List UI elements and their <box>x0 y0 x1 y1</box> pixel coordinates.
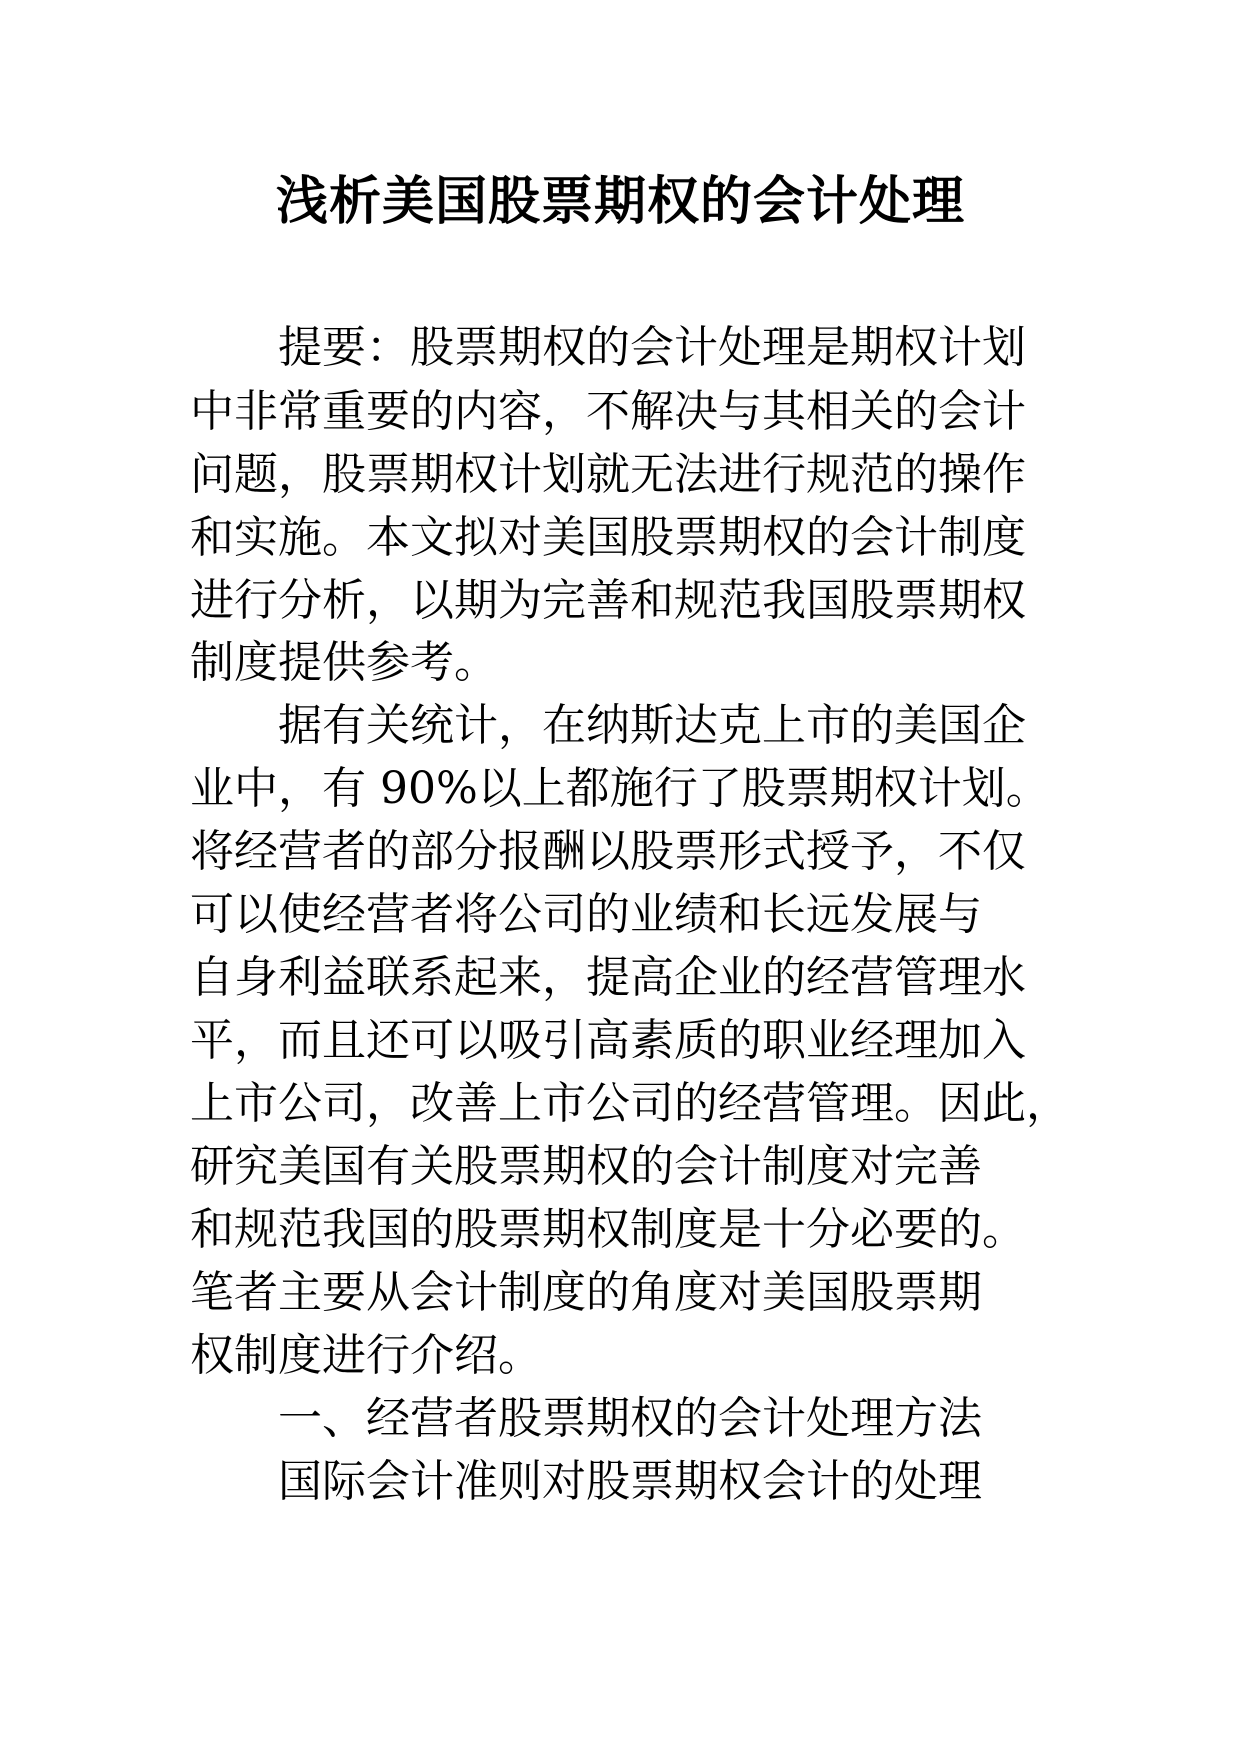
paragraph-line: 自身利益联系起来，提高企业的经营管理水 <box>190 952 1026 1003</box>
paragraph-line: 可以使经营者将公司的业绩和长远发展与 <box>190 889 982 940</box>
paragraph-line: 业中，有 90%以上都施行了股票期权计划。 <box>190 763 1050 814</box>
paragraph-line: 和规范我国的股票期权制度是十分必要的。 <box>190 1204 1026 1255</box>
paragraph-line: 制度提供参考。 <box>190 637 498 688</box>
paragraph-line: 提要：股票期权的会计处理是期权计划 <box>278 322 1026 373</box>
paragraph-line: 研究美国有关股票期权的会计制度对完善 <box>190 1141 982 1192</box>
paragraph-line: 平，而且还可以吸引高素质的职业经理加入 <box>190 1015 1026 1066</box>
document-title: 浅析美国股票期权的会计处理 <box>275 171 965 232</box>
paragraph-line: 权制度进行介绍。 <box>190 1330 542 1381</box>
paragraph-line: 国际会计准则对股票期权会计的处理 <box>278 1456 982 1507</box>
paragraph-line: 据有关统计，在纳斯达克上市的美国企 <box>278 700 1026 751</box>
paragraph-line: 问题，股票期权计划就无法进行规范的操作 <box>190 449 1026 500</box>
section-heading: 一、经营者股票期权的会计处理方法 <box>278 1393 982 1444</box>
paragraph-line: 将经营者的部分报酬以股票形式授予，不仅 <box>190 826 1026 877</box>
paragraph-line: 上市公司，改善上市公司的经营管理。因此， <box>190 1078 1070 1129</box>
paragraph-line: 进行分析，以期为完善和规范我国股票期权 <box>190 575 1026 626</box>
paragraph-line: 笔者主要从会计制度的角度对美国股票期 <box>190 1267 982 1318</box>
paragraph-line: 中非常重要的内容，不解决与其相关的会计 <box>190 386 1026 437</box>
paragraph-line: 和实施。本文拟对美国股票期权的会计制度 <box>190 512 1026 563</box>
